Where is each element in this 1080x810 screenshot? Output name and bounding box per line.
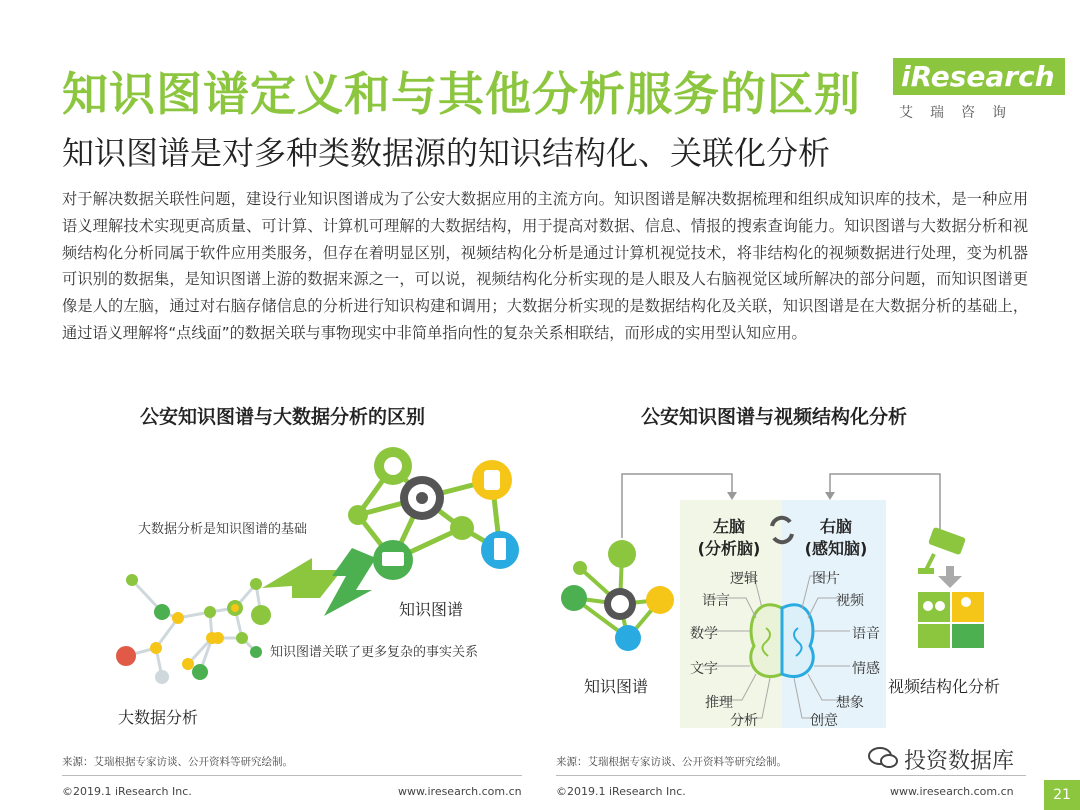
video-analysis-label: 视频结构化分析 (888, 677, 1001, 696)
logo-text: iResearch (893, 58, 1065, 95)
left-item-text: 文字 (690, 661, 718, 677)
page-number: 21 (1044, 780, 1080, 810)
left-brain-subtitle: (分析脑) (697, 539, 761, 558)
right-footer-copyright: ©2019.1 iResearch Inc. (556, 785, 686, 798)
video-structure-icon (918, 592, 984, 648)
right-item-video: 视频 (836, 593, 864, 609)
left-item-language: 语言 (702, 593, 730, 609)
right-item-emotion: 情感 (852, 661, 880, 677)
brain-icon (751, 605, 814, 677)
molecule-nodes (116, 574, 271, 684)
right-footer-rule (556, 775, 1026, 776)
right-item-picture: 图片 (812, 571, 840, 587)
left-chart-title: 公安知识图谱与大数据分析的区别 (140, 406, 426, 428)
knowledge-graph-label-right: 知识图谱 (584, 677, 649, 696)
right-chart-title: 公安知识图谱与视频结构化分析 (641, 406, 908, 428)
page-title: 知识图谱定义和与其他分析服务的区别 (62, 67, 861, 121)
relation-caption: 知识图谱关联了更多复杂的事实关系 (270, 645, 479, 660)
page-subtitle: 知识图谱是对多种类数据源的知识结构化、关联化分析 (62, 134, 831, 172)
left-footer-copyright: ©2019.1 iResearch Inc. (62, 785, 192, 798)
knowledge-graph-small-icon (561, 540, 674, 651)
wechat-icon (868, 746, 898, 770)
right-chart-diagram (556, 468, 1026, 740)
left-item-math: 数学 (690, 626, 718, 642)
right-item-creativity: 创意 (810, 713, 838, 729)
right-brain-subtitle: (感知脑) (804, 539, 868, 558)
left-source-note: 来源：艾瑞根据专家访谈、公开资料等研究绘制。 (62, 756, 293, 768)
left-chart-diagram (80, 440, 530, 740)
right-item-imagination: 想象 (836, 695, 864, 711)
down-arrow-icon (938, 566, 962, 588)
left-brain-heading (690, 516, 768, 560)
right-brain-heading (796, 516, 876, 560)
knowledge-graph-label-left: 知识图谱 (399, 600, 464, 619)
bigdata-label: 大数据分析 (118, 708, 199, 727)
left-footer-url: www.iresearch.com.cn (398, 785, 522, 798)
watermark-text: 投资数据库 (904, 749, 1015, 774)
right-item-voice: 语音 (852, 626, 880, 642)
logo-cn-text: 艾瑞咨询 (899, 105, 1023, 121)
body-paragraph: 对于解决数据关联性问题，建设行业知识图谱成为了公安大数据应用的主流方向。知识图谱是解决数据梳理和组织成知识库的技术，是一种应用语义理解技术实现更高质量、可计算、计算机可理解的大数据结构，用于提高对数据、信息、情报的搜索查询能力。知识图谱与大数据分析和视频结构化分析同属于软件应用类服务，但存在着明显区别，视频结构化分析是通过计算机视觉技术，将非结构化的视频数据进行处理，变为机器可识别的数据集，是知识图谱上游的数据来源之一，可以说，视频结构化分析实现的是人眼及人右脑视觉区域所解决的部分问题，而知识图谱更像是人的左脑，通过对右脑存储信息的分析进行知识构建和调用；大数据分析实现的是数据结构化及关联，知识图谱是在大数据分析的基础上，通过语义理解将“点线面”的数据关联与事物现实中非简单指向性的复杂关系相联结，而形成的实用型认知应用。 (62, 190, 1028, 342)
camera-icon (918, 527, 966, 574)
left-footer-rule (62, 775, 522, 776)
right-brain-title: 右脑 (819, 517, 852, 536)
right-source-note: 来源：艾瑞根据专家访谈、公开资料等研究绘制。 (556, 756, 787, 768)
left-item-reasoning: 推理 (705, 695, 733, 711)
iresearch-logo (893, 58, 1055, 124)
swap-arrows-icon (262, 548, 376, 616)
left-brain-title: 左脑 (712, 517, 745, 536)
left-item-logic: 逻辑 (730, 571, 758, 587)
bigdata-basis-caption: 大数据分析是知识图谱的基础 (138, 522, 308, 537)
right-footer-url: www.iresearch.com.cn (890, 785, 1014, 798)
knowledge-graph-network-icon (348, 447, 519, 580)
left-item-analysis: 分析 (730, 713, 758, 729)
